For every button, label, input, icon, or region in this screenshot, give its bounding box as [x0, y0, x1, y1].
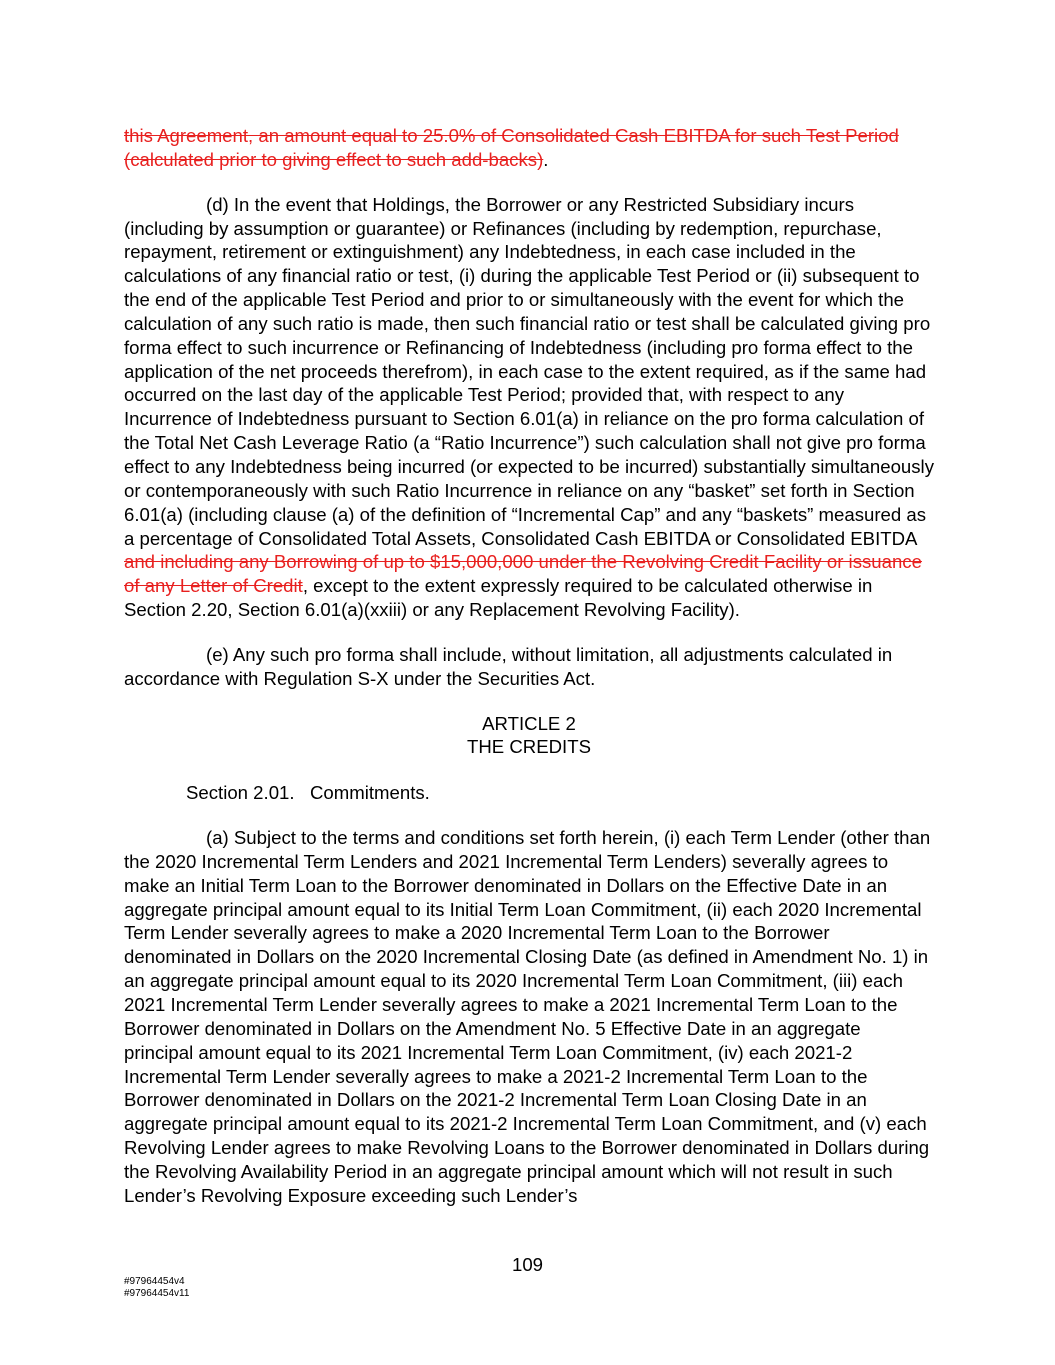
paragraph-d-text-2: , except to the extent expressly required to be calculated otherwise in Section 2.20, Section 6.01(a)(xxiii) or any Replacement Revolving Facility). — [124, 575, 873, 621]
article-heading — [124, 712, 934, 760]
paragraph-a: (a) Subject to the terms and conditions set forth herein, (i) each Term Lender (other than the 2020 Incremental Term Lenders and 2021 Incremental Term Lenders) severally agrees to make an Initial Term Loan to the Borrower denominated in Dollars on the Effective Date in an aggregate principal amount equal to its Initial Term Loan Commitment, (ii) each 2020 Incremental Term Lender severally agrees to make a 2020 Incremental Term Loan to the Borrower denominated in Dollars on the 2020 Incremental Closing Date (as defined in Amendment No. 1) in an aggregate principal amount equal to its 2020 Incremental Term Loan Commitment, (iii) each 2021 Incremental Term Lender severally agrees to make a 2021 Incremental Term Loan to the Borrower denominated in Dollars on the Amendment No. 5 Effective Date in an aggregate principal amount equal to its 2021 Incremental Term Loan Commitment, (iv) each 2021-2 Incremental Term Lender severally agrees to make a 2021-2 Incremental Term Loan to the Borrower denominated in Dollars on the 2021-2 Incremental Term Loan Closing Date in an aggregate principal amount equal to its 2021-2 Incremental Term Loan Commitment, and (v) each Revolving Lender agrees to make Revolving Loans to the Borrower denominated in Dollars during the Revolving Availability Period in an aggregate principal amount which will not result in such Lender’s Revolving Exposure exceeding such Lender’s — [124, 827, 931, 1206]
doc-id-1: #97964454v4 — [124, 1276, 185, 1287]
page-number: 109 — [511, 1254, 544, 1275]
paragraph-d-deleted-text: and including any Borrowing of up to $15,000,000 under the Revolving Credit Facility or issuance of any Letter of Credit — [124, 551, 922, 597]
paragraph-d-text-1: (d) In the event that Holdings, the Borrower or any Restricted Subsidiary incurs (including by assumption or guarantee) or Refinances (including by redemption, repurchase, repayment, retirement or extinguishment) any Indebtedness, in each case included in the calculations of any financial ratio or test, (i) during the applicable Test Period or (ii) subsequent to the end of the applicable Test Period and prior to or simultaneously with the event for which the calculation of any such ratio is made, then such financial ratio or test shall be calculated giving pro forma effect to such incurrence or Refinancing of Indebtedness (including pro forma effect to the application of the net proceeds therefrom), in each case to the extent required, as if the same had occurred on the last day of the applicable Test Period; provided that, with respect to any Incurrence of Indebtedness pursuant to Section 6.01(a) in reliance on the pro forma calculation of the Total Net Cash Leverage Ratio (a “Ratio Incurrence”) such calculation shall not give pro forma effect to any Indebtedness being incurred (or expected to be incurred) substantially simultaneously or contemporaneously with such Ratio Incurrence in reliance on any “basket” set forth in Section 6.01(a) (including clause (a) of the definition of “Incremental Cap” and any “baskets” measured as a percentage of Consolidated Total Assets, Consolidated Cash EBITDA or Consolidated EBITDA — [124, 193, 934, 549]
doc-id-2: #97964454v11 — [124, 1288, 190, 1299]
deleted-text: this Agreement, an amount equal to 25.0% of Consolidated Cash EBITDA for such Test Period (calculated prior to giving effect to such add-backs) — [124, 125, 899, 170]
document-ids — [124, 1276, 189, 1300]
carryover-trailing: . — [543, 148, 549, 170]
section-heading — [124, 781, 934, 805]
article-number: ARTICLE 2 — [482, 712, 576, 734]
section-number: Section 2.01. — [186, 782, 295, 804]
section-title: Commitments. — [310, 782, 430, 804]
paragraph-d — [124, 193, 934, 622]
paragraph-e: (e) Any such pro forma shall include, without limitation, all adjustments calculated in accordance with Regulation S-X under the Securities Act. — [124, 643, 893, 689]
document-page — [124, 124, 934, 1229]
carryover-paragraph — [124, 124, 934, 172]
article-title: THE CREDITS — [467, 736, 591, 758]
